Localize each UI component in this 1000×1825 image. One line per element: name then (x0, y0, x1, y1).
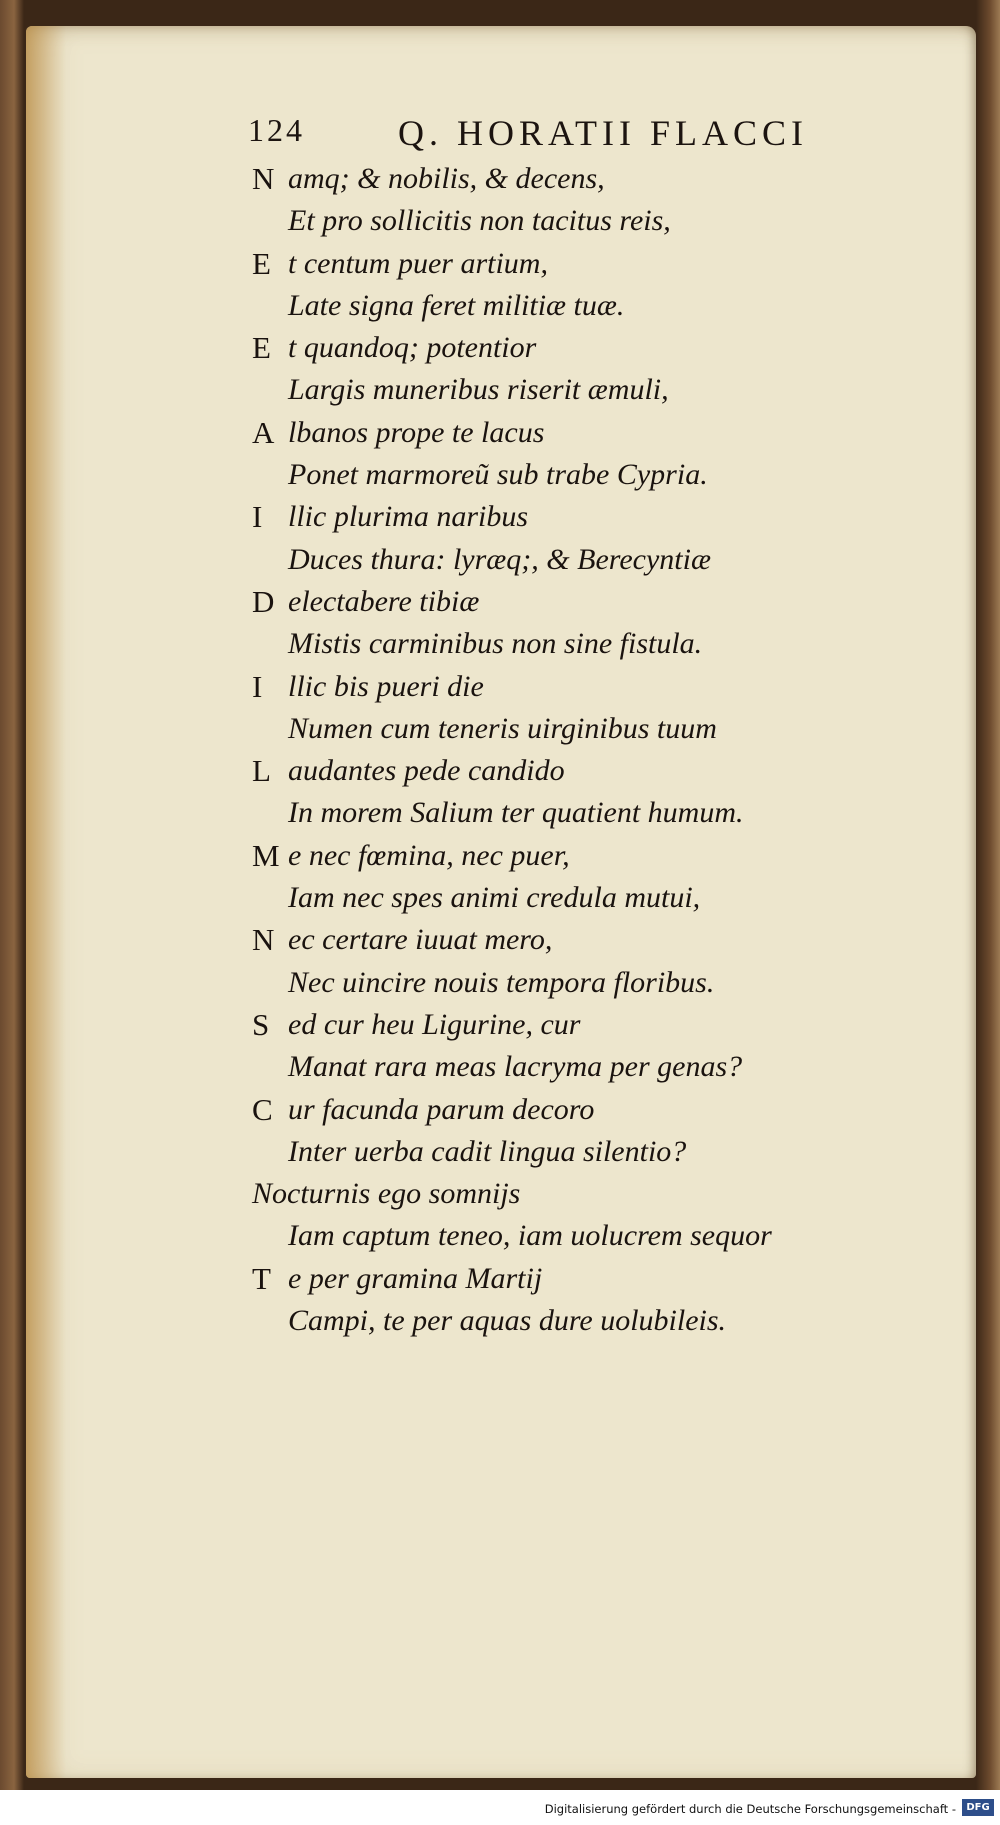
verse-initial: I (252, 668, 263, 704)
verse-initial: N (252, 161, 275, 196)
verse-line (252, 708, 902, 750)
verse-line (252, 792, 902, 834)
verse-initial: E (252, 245, 271, 281)
verse-line (252, 623, 902, 665)
verse-text: Campi, te per aquas dure uolubileis. (288, 1304, 727, 1338)
verse-text: amq; & nobilis, & decens, (288, 162, 605, 195)
verse-initial: D (252, 583, 275, 619)
verse-initial: N (252, 922, 275, 958)
verse-line (252, 1258, 902, 1300)
verse-text: electabere tibiæ (288, 584, 480, 618)
verse-initial: S (252, 1006, 270, 1042)
verse-line (252, 539, 902, 581)
verse-text: Numen cum teneris uirginibus tuum (288, 711, 717, 745)
page-number: 124 (248, 112, 305, 148)
verse-line (252, 369, 902, 411)
verse-line (252, 285, 902, 327)
verse-text: Late signa feret militiæ tuæ. (288, 288, 625, 322)
verse-text: ed cur heu Ligurine, cur (288, 1007, 581, 1041)
verse-line (252, 877, 902, 919)
dfg-logo: DFG (962, 1799, 994, 1816)
verse-initial: L (252, 753, 271, 789)
verse-text: Duces thura: lyræq;, & Berecyntiæ (288, 542, 711, 576)
verse-text: e nec fœmina, nec puer, (288, 838, 570, 872)
verse-line (252, 962, 902, 1004)
page-header (248, 112, 868, 156)
verse-line (252, 1215, 902, 1257)
verse-line (252, 454, 902, 496)
verse-line (252, 327, 902, 369)
verse-line (252, 1046, 902, 1088)
funding-credit: Digitalisierung gefördert durch die Deutsche Forschungsgemeinschaft - (544, 1802, 956, 1816)
verse-initial: C (252, 1091, 273, 1127)
verse-text: Ponet marmoreũ sub trabe Cypria. (288, 458, 708, 492)
verse-line (252, 243, 902, 285)
running-head: Q. HORATII FLACCI (398, 113, 809, 153)
verse-text: Mistis carminibus non sine fistula. (288, 627, 703, 661)
verse-text: ur facunda parum decoro (288, 1092, 595, 1126)
verse-text: Et pro sollicitis non tacitus reis, (288, 204, 671, 238)
verse-text: audantes pede candido (288, 754, 565, 788)
verse-line (252, 158, 902, 200)
verse-line (252, 666, 902, 708)
verse-text: e per gramina Martij (288, 1261, 543, 1295)
verse-line (252, 919, 902, 961)
verse-initial: A (252, 414, 275, 450)
verse-line (252, 1004, 902, 1046)
spine-shadow (26, 26, 66, 1778)
verse-line (252, 1173, 902, 1215)
verse-text: llic bis pueri die (288, 669, 484, 703)
verse-initial: M (252, 837, 280, 873)
verse-initial: I (252, 499, 263, 535)
verse-line (252, 1131, 902, 1173)
verse-text: Largis muneribus riserit æmuli, (288, 373, 669, 407)
verse-line (252, 412, 902, 454)
verse-line (252, 835, 902, 877)
verse-text: Manat rara meas lacryma per genas? (288, 1050, 743, 1084)
verse-text: Nec uincire nouis tempora floribus. (288, 965, 715, 999)
verse-initial: E (252, 330, 271, 366)
verse-text: Iam captum teneo, iam uolucrem sequor (288, 1219, 772, 1253)
verse-text: Iam nec spes animi credula mutui, (288, 881, 701, 915)
verse-text: Inter uerba cadit lingua silentio? (288, 1134, 687, 1168)
verse-line (252, 1300, 902, 1342)
verse-text: lbanos prope te lacus (288, 415, 545, 449)
verse-text: t quandoq; potentior (288, 331, 537, 365)
verse-text: t centum puer artium, (288, 246, 548, 280)
verse-line (252, 200, 902, 242)
poem-text (252, 158, 902, 1342)
verse-text: ec certare iuuat mero, (288, 923, 553, 957)
verse-line (252, 496, 902, 538)
verse-line (252, 750, 902, 792)
footer-bar (0, 1790, 1000, 1825)
verse-initial: T (252, 1260, 271, 1296)
verse-line (252, 1089, 902, 1131)
verse-text: Nocturnis ego somnijs (252, 1177, 521, 1211)
verse-text: llic plurima naribus (288, 500, 529, 534)
verse-line (252, 581, 902, 623)
verse-text: In morem Salium ter quatient humum. (288, 796, 744, 830)
